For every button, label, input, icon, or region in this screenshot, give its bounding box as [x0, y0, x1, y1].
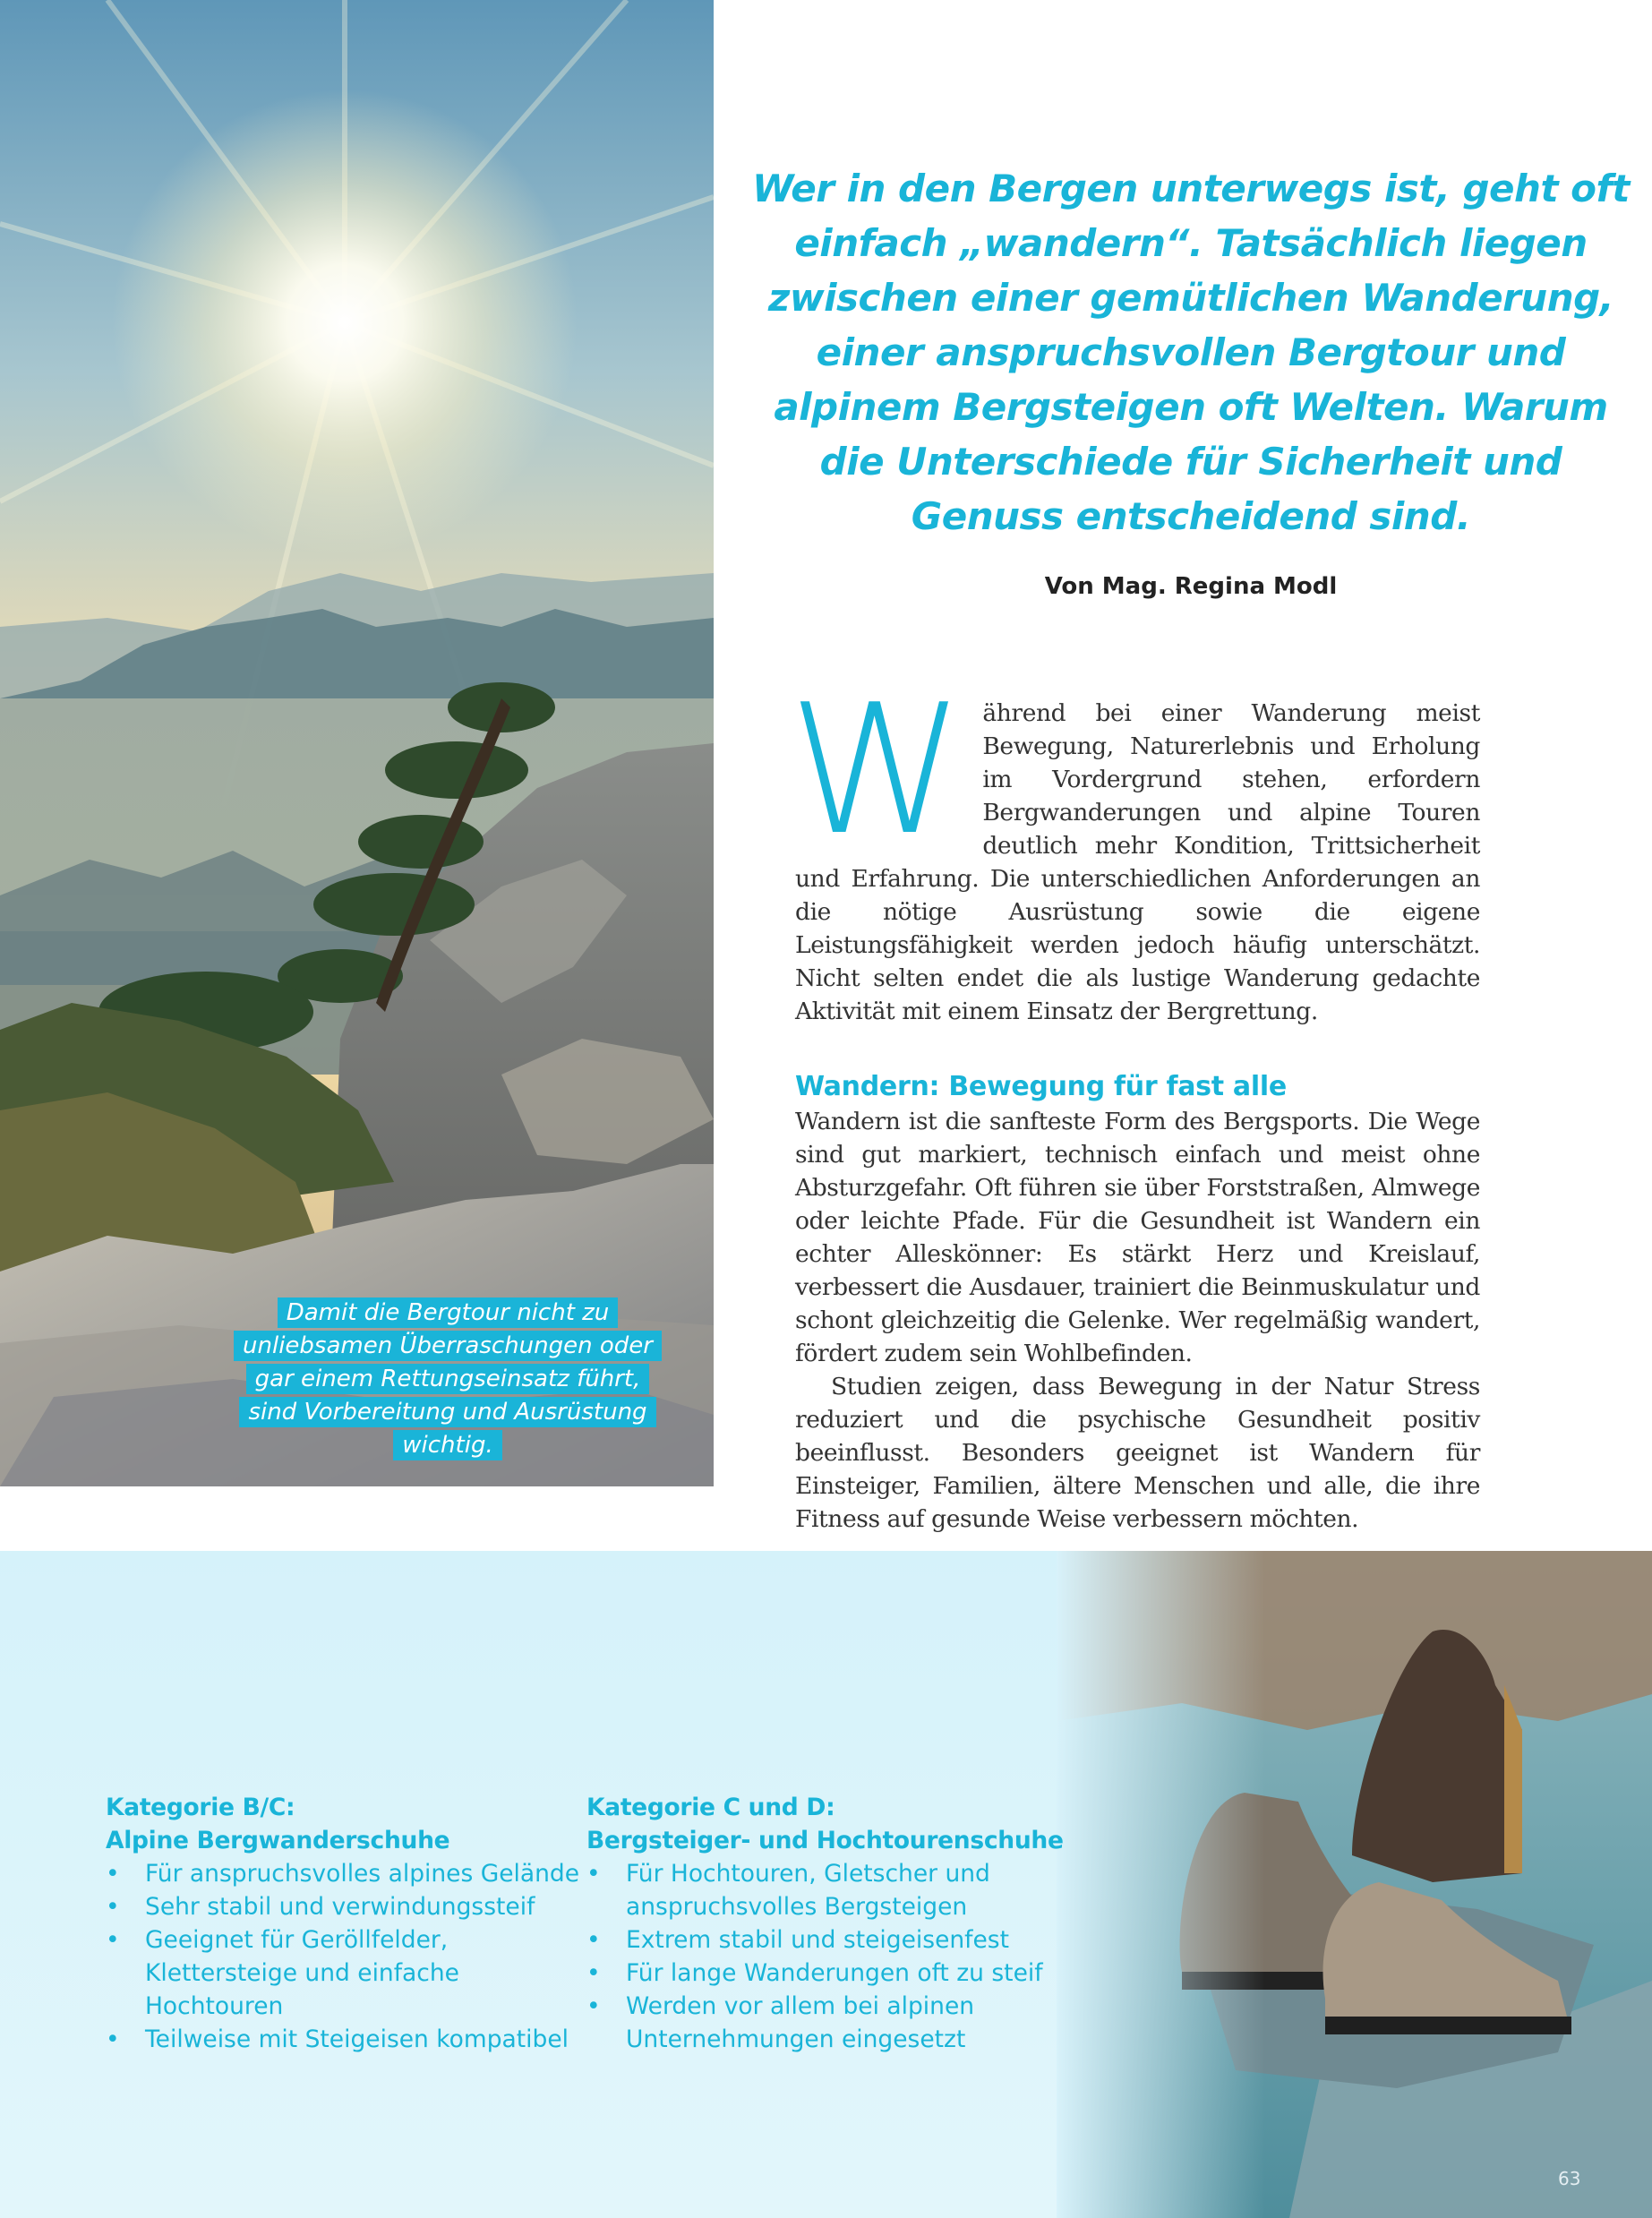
- list-item: • Extrem stabil und steigeisenfest: [586, 1923, 1088, 1957]
- list-item: • Für anspruchsvolles alpines Gelände: [106, 1857, 589, 1890]
- section-heading: Wandern: Bewegung für fast alle: [795, 1071, 1287, 1102]
- category-bc-column: [106, 1791, 589, 2056]
- category-bc-subtitle: Alpine Bergwanderschuhe: [106, 1827, 450, 1854]
- section-paragraph-2: Studien zeigen, dass Bewegung in der Natur Stress reduziert und die psychische Gesundheit positiv beeinflusst. Besonders geeignet ist Wandern für Einsteiger, Familien, ältere Menschen und alle, die ihre Fitness auf gesunde Weise verbessern möchten.: [795, 1373, 1480, 1533]
- category-cd-subtitle: Bergsteiger- und Hochtourenschuhe: [586, 1827, 1064, 1854]
- list-item: • Für Hochtouren, Gletscher und anspruchsvolles Bergsteigen: [586, 1857, 1088, 1923]
- lead-text: Wer in den Bergen unterwegs ist, geht oft einfach „wandern“. Tatsächlich liegen zwischen einer gemütlichen Wanderung, einer anspruchsvollen Bergtour und alpinem Bergsteigen oft Welten. Warum die Unterschiede für Sicherheit und Genuss entscheidend sind.: [752, 167, 1630, 538]
- byline: Von Mag. Regina Modl: [1044, 573, 1338, 600]
- intro-paragraph: [788, 666, 1480, 1028]
- list-item: • Werden vor allem bei alpinen Unternehmungen eingesetzt: [586, 1990, 1088, 2056]
- list-item: • Für lange Wanderungen oft zu steif: [586, 1957, 1088, 1990]
- category-bc-title: Kategorie B/C:: [106, 1794, 295, 1821]
- list-item: • Geeignet für Geröllfelder, Klettersteige und einfache Hochtouren: [106, 1923, 589, 2023]
- category-cd-column: [586, 1791, 1088, 2056]
- drop-cap: W: [788, 666, 965, 875]
- category-cd-title: Kategorie C und D:: [586, 1794, 835, 1821]
- caption-text: Damit die Bergtour nicht zu unliebsamen Überraschungen oder gar einem Rettungseinsatz führt, sind Vorbereitung und Ausrüstung wichtig.: [234, 1297, 662, 1460]
- hero-photo: [0, 0, 714, 1486]
- list-item: • Sehr stabil und verwindungssteif: [106, 1890, 589, 1923]
- photo-caption: [224, 1297, 672, 1462]
- list-item: • Teilweise mit Steigeisen kompatibel: [106, 2023, 589, 2056]
- hiking-shoes-image: [1057, 1551, 1652, 2218]
- section-paragraph-1: Wandern ist die sanfteste Form des Bergsports. Die Wege sind gut markiert, technisch einfach und meist ohne Absturzgefahr. Oft führen sie über Forststraßen, Almwege oder leichte Pfade. Für die Gesundheit ist Wandern ein echter Alleskönner: Es stärkt Herz und Kreislauf, verbessert die Ausdauer, trainiert die Beinmuskulatur und schont gleichzeitig die Gelenke. Wer regelmäßig wandert, fördert zudem sein Wohlbefinden.: [795, 1108, 1480, 1367]
- intro-text: ährend bei einer Wanderung meist Bewegung, Naturerlebnis und Erholung im Vordergrund stehen, erfordern Bergwanderungen und alpine Touren deutlich mehr Kondition, Trittsicherheit und Erfahrung. Die unterschiedlichen Anforderungen an die nötige Ausrüstung sowie die eigene Leistungsfähigkeit werden jedoch häufig unterschätzt. Nicht selten endet die als lustige Wanderung gedachte Aktivität mit einem Einsatz der Bergrettung.: [795, 699, 1480, 1025]
- mountain-sunrise-image: [0, 0, 714, 1486]
- category-bc-list: [106, 1857, 589, 2056]
- page-number: 63: [1558, 2168, 1581, 2189]
- article-body: [788, 666, 1480, 1536]
- category-cd-list: [586, 1857, 1088, 2056]
